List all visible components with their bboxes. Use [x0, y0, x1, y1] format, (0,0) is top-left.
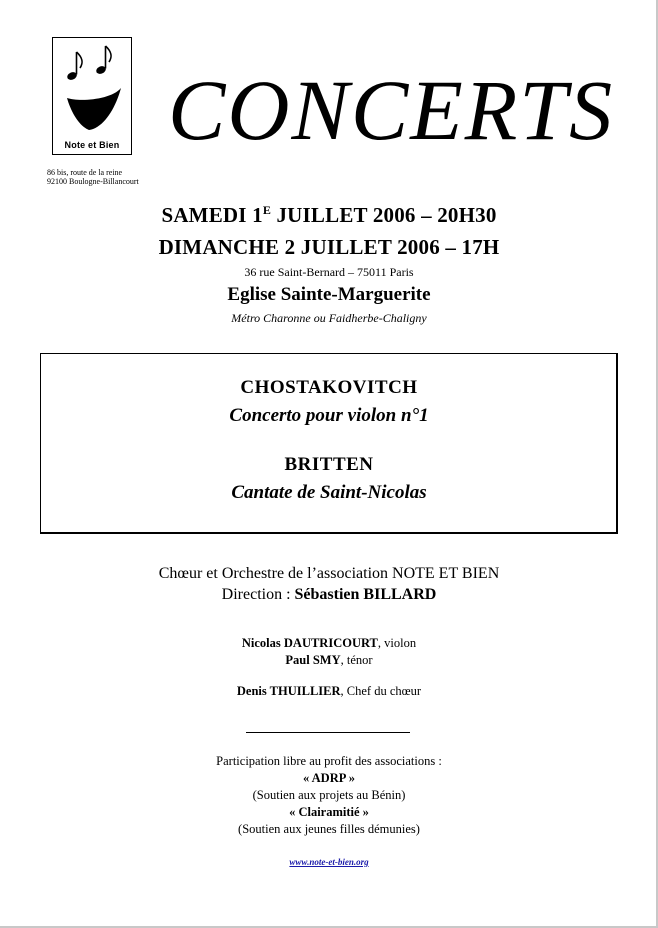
organization-address — [47, 168, 139, 186]
participation-intro: Participation libre au profit des associations : — [216, 754, 442, 768]
association-1-desc: (Soutien aux projets au Bénin) — [252, 788, 406, 802]
soloist-1 — [0, 636, 658, 651]
divider — [246, 732, 410, 733]
venue-metro: Métro Charonne ou Faidherbe-Chaligny — [231, 311, 427, 325]
date-saturday-prefix: SAMEDI 1 — [161, 203, 263, 227]
association-2-name: « Clairamitié » — [289, 805, 369, 819]
logo-text: Note et Bien — [64, 140, 120, 150]
website-row — [0, 852, 658, 870]
ensemble-line: Chœur et Orchestre de l’association NOTE ET BIEN — [158, 565, 500, 582]
association-1-name: « ADRP » — [302, 771, 356, 785]
soloist-2 — [0, 653, 658, 668]
date-saturday-rest: JUILLET 2006 – 20H30 — [271, 203, 497, 227]
director-name: Sébastien BILLARD — [294, 586, 437, 603]
date-saturday-superscript: E — [262, 203, 272, 217]
direction-label: Direction : — [221, 586, 295, 603]
venue-street: 36 rue Saint-Bernard – 75011 Paris — [244, 265, 414, 279]
soloist-2-role: , ténor — [340, 653, 373, 667]
address-line-1: 86 bis, route de la reine — [47, 168, 123, 177]
composer-2: BRITTEN — [284, 454, 374, 475]
soloist-1-name: Nicolas DAUTRICOURT — [241, 636, 378, 650]
association-2-desc: (Soutien aux jeunes filles démunies) — [238, 822, 420, 836]
work-1: Concerto pour violon n°1 — [229, 405, 429, 426]
chorus-master-role: , Chef du chœur — [340, 684, 422, 698]
music-notes-smile-icon — [53, 38, 133, 156]
soloist-2-name: Paul SMY — [285, 653, 341, 667]
chorus-master-name: Denis THUILLIER — [236, 684, 341, 698]
logo — [52, 37, 132, 155]
venue-church: Eglise Sainte-Marguerite — [227, 284, 431, 305]
address-line-2: 92100 Boulogne-Billancourt — [47, 177, 139, 186]
date-saturday — [0, 203, 658, 228]
composer-1: CHOSTAKOVITCH — [240, 377, 418, 398]
page-title: CONCERTS — [168, 62, 615, 158]
website-link[interactable]: www.note-et-bien.org — [289, 857, 369, 867]
work-2: Cantate de Saint-Nicolas — [231, 482, 427, 503]
date-sunday: DIMANCHE 2 JUILLET 2006 – 17H — [158, 235, 500, 259]
chorus-master — [0, 684, 658, 699]
direction-line — [0, 586, 658, 604]
soloist-1-role: , violon — [377, 636, 417, 650]
